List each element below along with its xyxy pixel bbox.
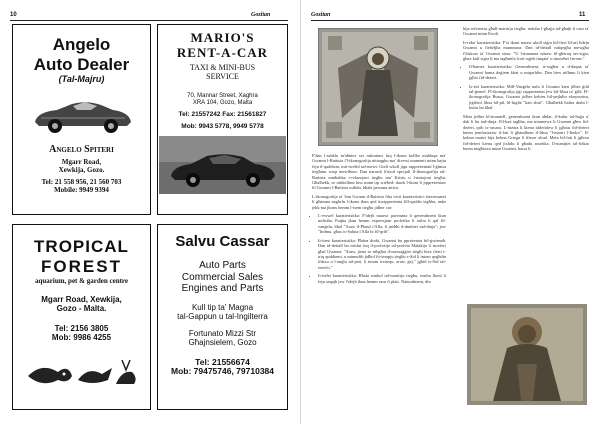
article-col-a-list-item-3: • It-tielet karatteristika: Bħala simbol tal-martirju tiegħu, insibu lkoni li fejn saqajh jew f'idejh ikun hemm rasu fi platt. Naturalment, din [318, 273, 446, 284]
ad-angelo-auto-dealer [12, 24, 151, 215]
ad-salvu-tel: Tel: 21556674 [195, 356, 250, 367]
ad-salvu-cassar [157, 224, 288, 410]
left-running-head: Gozitan [251, 12, 271, 18]
icon-st-john-winged-image [318, 28, 438, 146]
ad-tropical-addr1: Mgarr Road, Xewkija, [41, 295, 122, 305]
right-running-head: Gozitan [311, 12, 331, 18]
ad-salvu-line1: Auto Parts [199, 260, 246, 272]
article-col-b-list-item-2: • Is-sitt karatteristika: Mill-Vanġelu nafu li Gwanni kien jilbes ġild tal-ġemel. Fl-ikonografija jiġi rappreżentat jew bil-libsa ta' ġild. Fl-ikonografija Russa, Gwanni jidher kebies bil-pejluħu ekuyomtsu, jiġifieri libsa bil-pil, bl-lngliż "hair shirt". Għalhekk ħafna drabi l-kulur hu kħal. [469, 84, 589, 111]
article-col-a-paragraph-1: F'dan l-artiklu m'aħniex ser nittrattaw fuq l-ikona kollha mahluqa ma' Gwanni l-Battista f'l-ikonografija nittaqghu ma' diversi mumenti minn hajtu fejn il-qaddisin, mit-twelid sal-mewt. Gieli wkoll jigu rappreżentati l-ġimsa tiegħum waqt mewtħom. Dan narawh b'mod specjali fl-ikonografija tal-Battista minħabba r-relazzjoni tiegħu ma' Kristu u l-missjoni tiegħu. Għalhekk, se nittkellmu biss minn tip wieħed: dawk l-ikoni li jippreżentaw lil Gwanni l-Battista waħdu, bħala persuna attiva. [312, 153, 446, 191]
ad-angelo-line1: Angelo [52, 35, 111, 54]
article-col-b-paragraph-3: Meta jidher bl-imantell, generalment ikun aħdar, il-kulur tal-ħajja u' dak li hu tad-dinja. Fil-każ tagħha, ma nimmewx li Gwanni għex fid-deżert, qrib ix-xmara. L-inżara li kienu iddeċidew li jgħixu fid-deżert kienu jemfasizzaw il-fatt li għandhom il-libsa "l-martri l-ħodor". Il-kelma martri hija kelma Griega li tfisser xhud. Meta bil-fatt li jgħixu fid-deżert kienu qed jixhdu li għadu assetika. Il-manijiet tal-fiżkar kienu imgħixxu minn Gwanni, barra li [463, 113, 589, 152]
article-column-b [463, 26, 589, 155]
article-col-a-list-item-1: • L-ewwel karatteristika: F'idejh narawr parċmina li generalment tkun miftuħa. Fuqha jkun hemm espressjoni profetika li ssibu li qal fil-vanġelu, bħal "Araw il-Ħaruf t'Alla, li jneħħi d-dnubiet tad-dinja"; jew "Indmu, għax is-Saltna t'Alla hi fil-qrib". [318, 213, 446, 235]
right-header-rule [311, 20, 589, 21]
ad-marios-addr2: XRA 104, Gozo, Malta [192, 100, 253, 107]
article-col-a-list-item-2: • It-tieni karatteristika: Ħafna drabi, Gwanni hu ppreżentat bil-ġwienaħ. Dan id-dettall hu mislut fuq il-profezija tal-profeta Malakija li tirreferi għal Gwanni: "Araw, jiena se nibgħat il-messaġġier tiegħi biex ilesti t-triq quddiemi, u minnufih jidħol fit-tempju tiegħu s-Sid li intom qegħdin tfittxu u l-anġlu tal-patt, li intom tixtiequ, araw, ġej," jgħid is-Sid tal-eżerċti." [318, 238, 446, 270]
animals-illustration [22, 350, 142, 390]
ad-angelo-name: Angelo Spiteri [49, 144, 114, 156]
ad-tropical-mob: Mob: 9986 4255 [51, 332, 112, 342]
ad-salvu-line6: Fortunato Mizzi Str [188, 329, 257, 339]
ad-salvu-title: Salvu Cassar [175, 233, 270, 250]
ad-marios-tel: Tel: 21557242 Fax: 21561827 [178, 111, 267, 119]
ad-salvu-line3: Engines and Parts [181, 283, 264, 295]
article-col-b-paragraph-1: hija referenza għall-martirju tiegħu: nafuha l-għajja tal-għajb li rasu ta' Gwanni minn Erodi. [463, 26, 589, 37]
ad-tropical-tel: Tel: 2156 3805 [54, 323, 109, 333]
article-col-b-paragraph-2: Ir-raba' karatteristika: F'xi ikoni naraw ukoll siġra bil-fieri fil-art ħdejn Gwanni u fieheljha mummara. Dan id-dettall nittqegħu mewġħu f'diskors ta' Gwanni stess: "U l-mannara nitraw fil-għeruq tas-siġar, għax kull siġra li ma tagħmilx frott tajjeb tinqata' u tinxteħet fin-nar." [463, 39, 589, 62]
ad-salvu-mob: Mob: 79475746, 79710384 [170, 366, 275, 377]
ad-marios-rent-a-car [157, 24, 288, 215]
ad-angelo-mobile: Mobile: 9949 9394 [54, 186, 109, 195]
article-col-a-paragraph-2: L-ikonografija ta' San Gwann il-Battista fiha ċerti karatteristici interessanti li għamna naghrfu l-ikona tkun qed tirrappreżenta lill-qaddis tagħha, anke jekk ma jkunx hemm l-isem tiegħu jidher car: [312, 193, 446, 210]
ad-angelo-line3: (Tal-Majru) [58, 74, 105, 85]
ad-marios-title2: RENT-A-CAR [176, 44, 269, 60]
ad-marios-subtitle: TAXI & MINI-BUS [189, 62, 256, 72]
ad-tropical-title2: FOREST [41, 256, 122, 276]
ad-angelo-addr2: Xewkija, Gozo. [58, 165, 105, 174]
article-column-a [312, 153, 446, 287]
ad-tropical-addr2: Gozo - Malta. [56, 304, 107, 314]
ad-marios-mob: Mob: 9943 5778, 9949 5778 [181, 122, 264, 130]
ad-tropical-forest [12, 224, 151, 410]
ad-angelo-line2: Auto Dealer [33, 54, 130, 74]
page-gutter [300, 0, 301, 424]
ad-salvu-line4: Kull tip ta' Magna [191, 302, 254, 312]
ad-salvu-line5: tal-Gappun u tal-Ingilterra [177, 311, 268, 321]
article-col-a-list [312, 213, 446, 284]
ad-angelo-addr1: Mgarr Road, [61, 157, 102, 166]
right-page-number: 11 [579, 12, 586, 18]
ad-salvu-line7: Għajnsielem, Gozo [188, 338, 257, 348]
ad-tropical-title1: TROPICAL [34, 237, 129, 256]
car-convertible-image [27, 90, 137, 138]
ad-marios-title1: MARIO'S [190, 30, 255, 45]
article-col-b-list [463, 64, 589, 110]
ad-tropical-tagline: aquarium, pet & garden centre [35, 277, 128, 286]
ad-marios-addr1: 70, Mannar Street, Xaghra [187, 93, 258, 100]
left-header-rule [10, 20, 288, 21]
article-col-b-list-item-1: • Il-ħames karatteristika: Generalment, is-sagħar u d-daqna ta' Gwanni huma deġiem kbar u miqarfdin. Dan biex nifhmu li kien jgħix fid-deżert. [469, 64, 589, 80]
sedan-car-photo [159, 136, 286, 194]
left-page-number: 10 [10, 12, 17, 18]
ad-angelo-tel: Tel: 21 558 956, 21 560 703 [41, 178, 122, 187]
icon-st-john-portrait-image [467, 304, 587, 405]
ad-marios-subtitle2: SERVICE [206, 72, 239, 82]
ad-salvu-line2: Commercial Sales [181, 271, 264, 283]
